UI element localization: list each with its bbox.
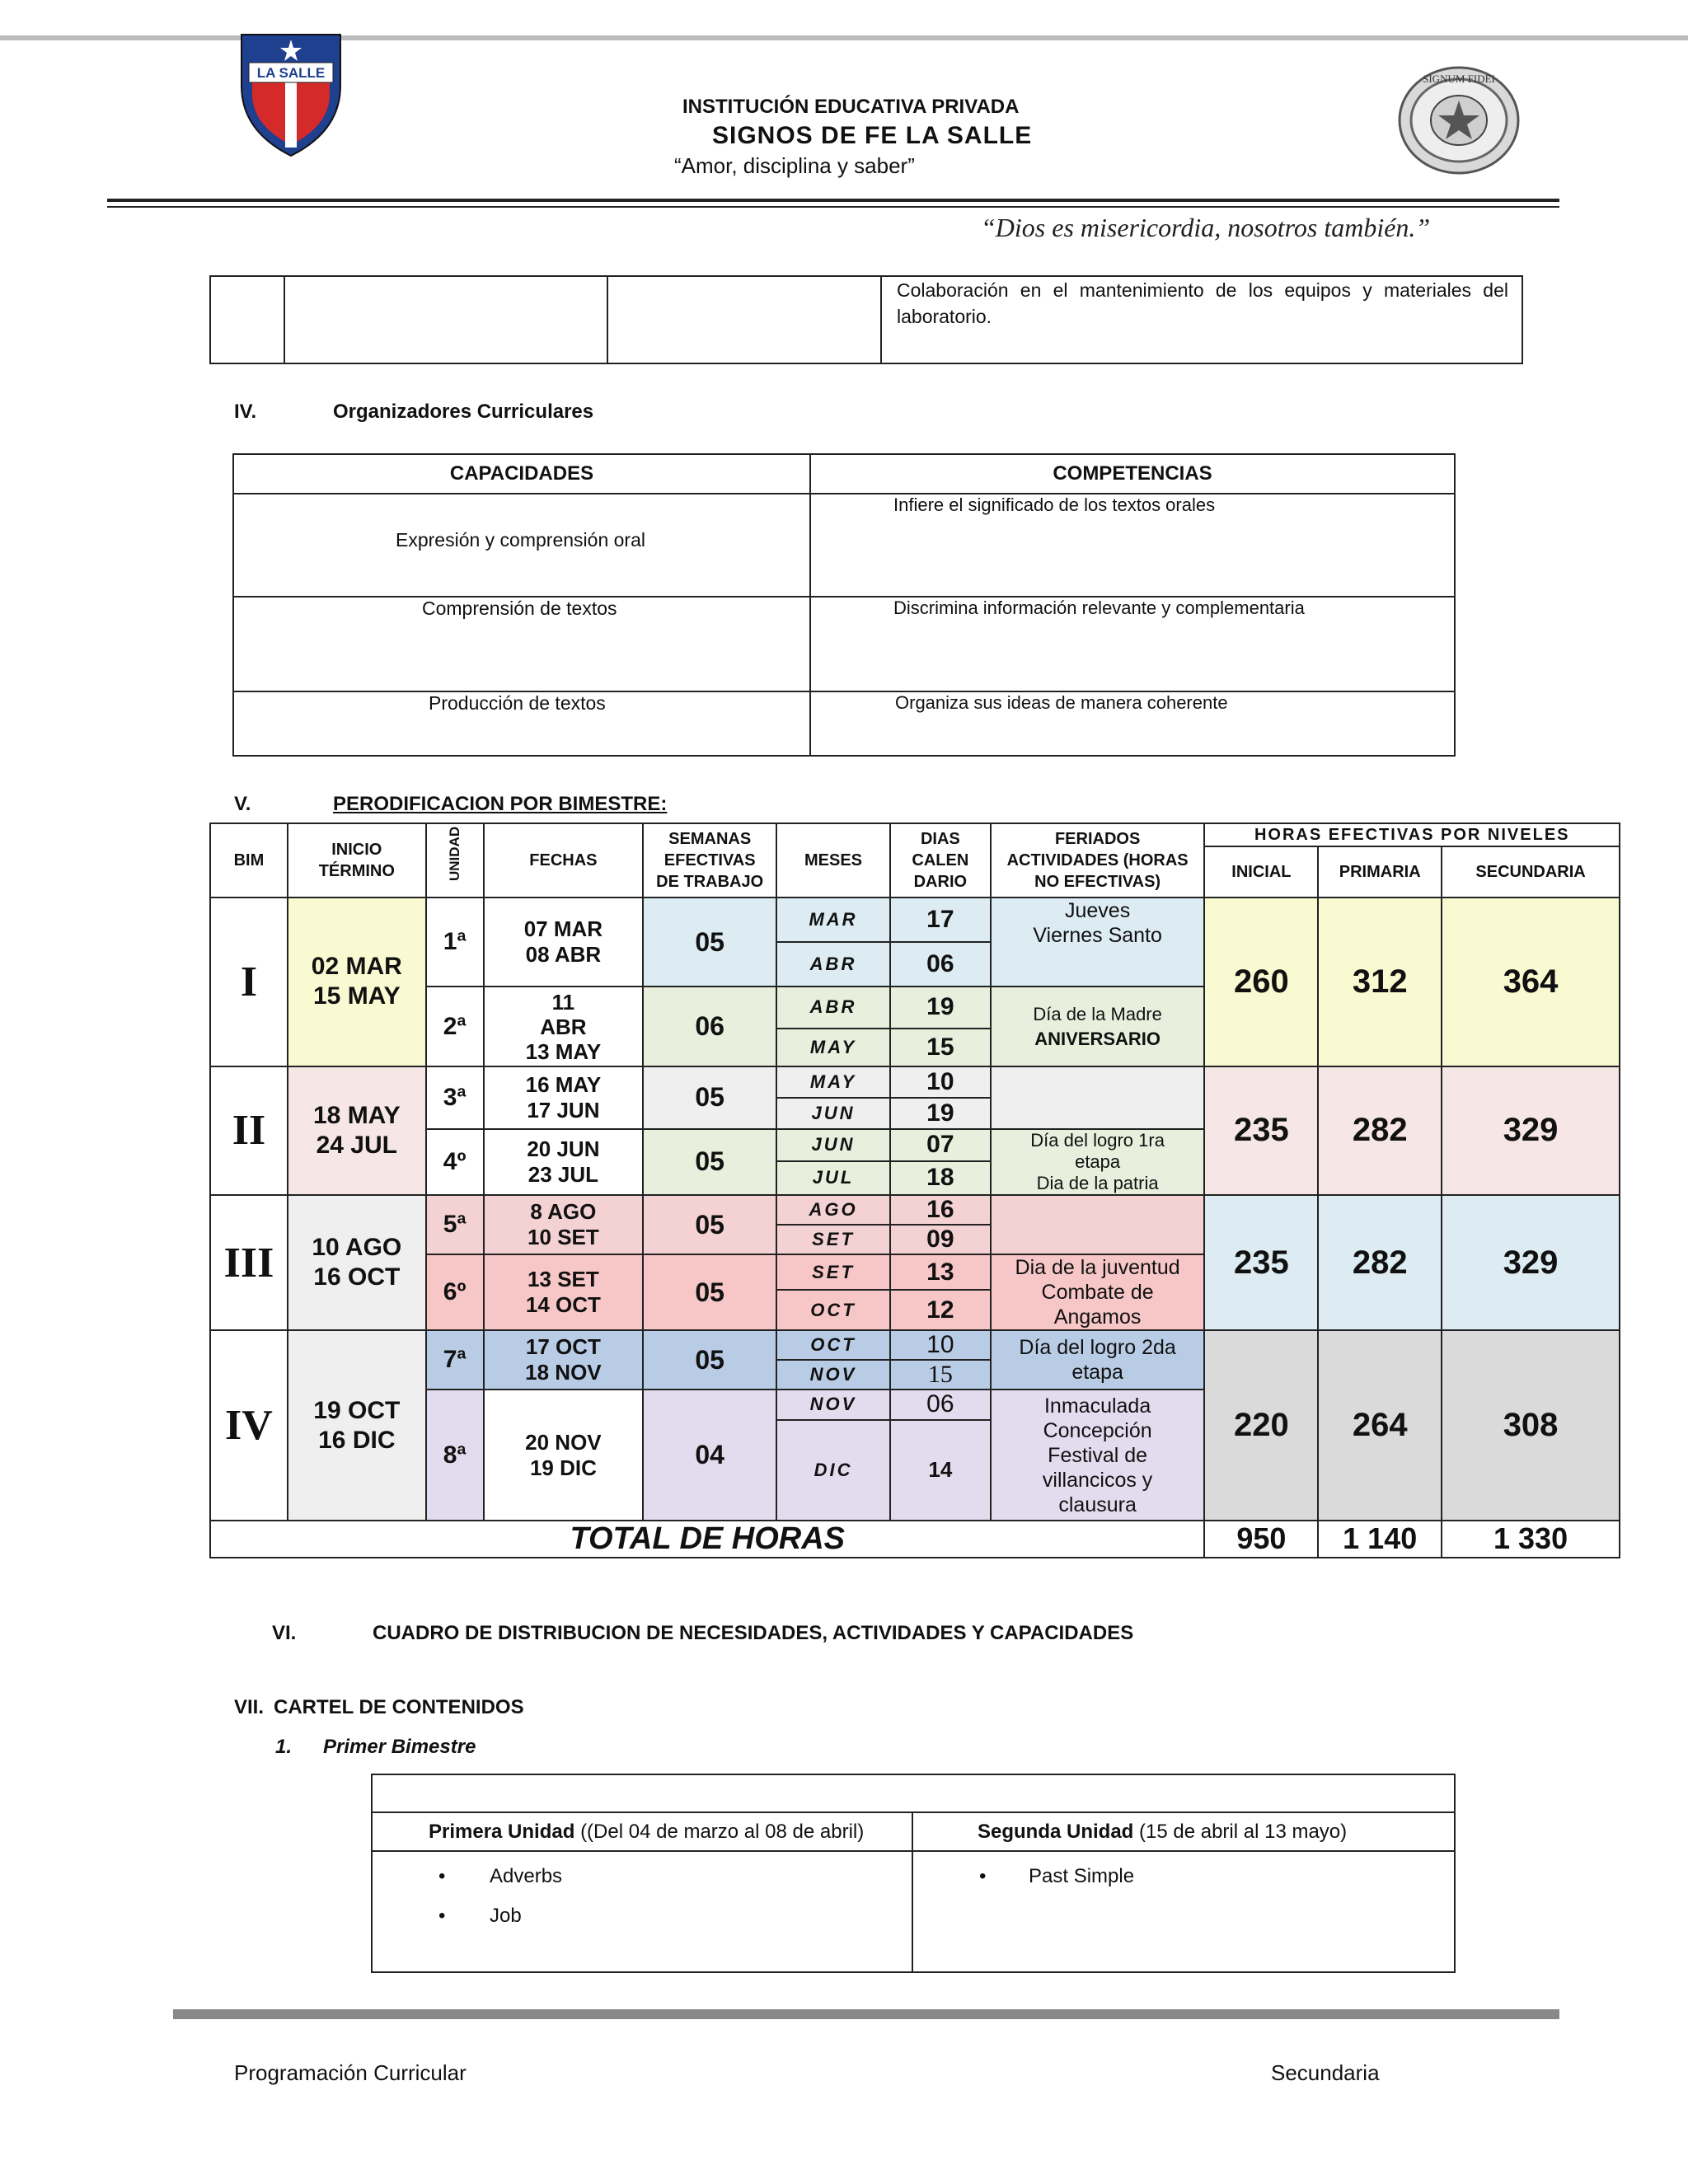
unidad-end: 17 JUN: [527, 1097, 600, 1122]
empty-cell: [284, 276, 607, 363]
unidad-end: 10 SET: [528, 1225, 599, 1249]
col-dias-label-1: DIAS: [920, 830, 960, 849]
unit1-dates: ((Del 04 de marzo al 08 de abril): [580, 1820, 865, 1843]
feriado-text: Día de la Madre: [1033, 1003, 1162, 1024]
dias-cell: 19: [890, 1098, 991, 1129]
mes-cell: SET: [776, 1225, 890, 1254]
subsection-title: Primer Bimestre: [323, 1736, 476, 1758]
dias-cell: 19: [890, 987, 991, 1028]
competencia-text: Organiza sus ideas de manera coherente: [895, 691, 1228, 713]
col-semanas-label-3: DE TRABAJO: [656, 873, 764, 892]
col-semanas: [643, 823, 776, 898]
footer-right: Secundaria: [1271, 2060, 1380, 2085]
semanas-value: 05: [643, 1195, 776, 1254]
semanas-value: 05: [643, 1066, 776, 1129]
dias-cell: 18: [890, 1161, 991, 1195]
mes-cell: JUN: [776, 1129, 890, 1161]
header-rule-thick: [107, 199, 1559, 202]
capacidad-cell: [233, 691, 810, 756]
unidad-end: 18 NOV: [525, 1360, 602, 1385]
unidad-start: 07 MAR: [523, 916, 603, 942]
horas-inicial: 235: [1204, 1195, 1318, 1330]
mes-cell: MAY: [776, 1029, 890, 1066]
capacidad-cell: [233, 597, 810, 691]
unidad-number: 4º: [426, 1129, 484, 1195]
col-feriados-label-3: NO EFECTIVAS): [1034, 873, 1161, 892]
competencia-text: Discrimina información relevante y complementaria: [893, 597, 1305, 618]
section-v-title: PERODIFICACION POR BIMESTRE:: [333, 793, 668, 815]
capacidad-cell: [233, 494, 810, 597]
capacidad-text: Producción de textos: [429, 691, 606, 714]
section-iv-number: IV.: [234, 401, 257, 423]
feriado-text: Día del logro 2da: [1019, 1336, 1176, 1360]
unidad-dates: [484, 1195, 644, 1254]
capacidad-text: Comprensión de textos: [422, 597, 617, 619]
dias-cell: 06: [890, 1390, 991, 1419]
semanas-value: 06: [643, 987, 776, 1066]
horas-inicial: 220: [1204, 1330, 1318, 1521]
school-name: SIGNOS DE FE LA SALLE: [712, 122, 1033, 149]
unidad-dates: [484, 987, 644, 1066]
semanas-value: 05: [643, 1330, 776, 1390]
unidad-start: 20 JUN: [527, 1136, 600, 1161]
dias-cell: 06: [890, 942, 991, 987]
col-unidad-label: UNIDAD: [446, 826, 462, 882]
horas-secundaria: 329: [1442, 1195, 1620, 1330]
horas-primaria: 312: [1318, 898, 1442, 1066]
total-secundaria: 1 330: [1442, 1521, 1620, 1558]
content-poster-table: [371, 1774, 1456, 1973]
feriado-text: villancicos y: [1042, 1468, 1153, 1492]
mes-cell: NOV: [776, 1390, 890, 1419]
dias-cell: 13: [890, 1254, 991, 1290]
mes-cell: SET: [776, 1254, 890, 1290]
unidad-start: 16 MAY: [525, 1071, 602, 1097]
unidad-end: 08 ABR: [525, 942, 602, 968]
competencia-cell: [810, 691, 1455, 756]
unidad-number: 5ª: [426, 1195, 484, 1254]
content-item-text: Past Simple: [1029, 1864, 1135, 1887]
horas-secundaria: 308: [1442, 1330, 1620, 1521]
lab-collaboration-text: Colaboración en el mantenimiento de los equipos y materiales del laboratorio.: [897, 279, 1508, 327]
total-primaria: 1 140: [1318, 1521, 1442, 1558]
unidad-end: 19 DIC: [529, 1455, 597, 1480]
unidad-number: 3ª: [426, 1066, 484, 1129]
empty-header-row: [372, 1774, 1455, 1812]
content-item: • Adverbs: [438, 1864, 563, 1887]
seal-lettering: SIGNUM FIDEI: [1423, 73, 1495, 85]
empty-cell: [210, 276, 284, 363]
col-secundaria: SECUNDARIA: [1442, 846, 1620, 898]
competencia-text: Infiere el significado de los textos orales: [893, 494, 1216, 516]
col-unidad: [426, 823, 484, 898]
feriados-cell: [991, 1254, 1205, 1330]
dias-cell: 07: [890, 1129, 991, 1161]
unidad-end: 14 OCT: [525, 1292, 601, 1318]
bimestre-start: 19 OCT: [313, 1396, 401, 1424]
col-dias-label-3: DARIO: [913, 873, 968, 892]
dias-cell: 16: [890, 1195, 991, 1225]
col-feriados: [991, 823, 1205, 898]
bimestre-dates: [288, 1330, 426, 1521]
col-feriados-label-1: FERIADOS: [1054, 830, 1141, 849]
feriado-text: Viernes Santo: [1033, 924, 1162, 948]
dias-cell: 12: [890, 1290, 991, 1330]
bimestre-start: 02 MAR: [311, 953, 402, 981]
content-item-text: Job: [490, 1904, 522, 1927]
unit1-header: [372, 1812, 912, 1850]
school-motto: “Amor, disciplina y saber”: [674, 153, 915, 178]
section-vi-number: VI.: [272, 1622, 297, 1644]
mes-cell: MAY: [776, 1066, 890, 1098]
feriados-cell-empty: [991, 1066, 1205, 1129]
unidad-dates: [484, 1066, 644, 1129]
content-item: • Job: [438, 1904, 522, 1927]
feriado-text: Combate de: [1041, 1281, 1154, 1305]
section-v-number: V.: [234, 793, 251, 815]
institution-type: INSTITUCIÓN EDUCATIVA PRIVADA: [682, 96, 1020, 118]
bimestre-end: 16 OCT: [313, 1263, 401, 1291]
mes-cell: JUN: [776, 1098, 890, 1129]
col-inicio-termino: [288, 823, 426, 898]
mes-cell: JUL: [776, 1161, 890, 1195]
header-competencias: COMPETENCIAS: [810, 454, 1455, 494]
total-inicial: 950: [1204, 1521, 1318, 1558]
section-vii-title: CARTEL DE CONTENIDOS: [274, 1696, 524, 1718]
dias-cell: 10: [890, 1066, 991, 1098]
bimestre-start: 10 AGO: [312, 1234, 402, 1262]
unidad-number: 7ª: [426, 1330, 484, 1390]
unidad-dates: [484, 1254, 644, 1330]
col-feriados-label-2: ACTIVIDADES (HORAS: [1006, 851, 1189, 870]
bimestre-number: IV: [210, 1330, 288, 1521]
semanas-value: 05: [643, 898, 776, 987]
unit1-contents: [372, 1851, 912, 1972]
mes-cell: AGO: [776, 1195, 890, 1225]
unidad-end: 23 JUL: [528, 1161, 599, 1187]
competencia-cell: [810, 597, 1455, 691]
bimestre-start: 18 MAY: [312, 1101, 401, 1129]
bimestre-number: II: [210, 1066, 288, 1195]
feriado-text: clausura: [1058, 1493, 1137, 1516]
empty-cell: [607, 276, 881, 363]
header-capacidades: CAPACIDADES: [233, 454, 810, 494]
horas-primaria: 282: [1318, 1066, 1442, 1195]
horas-inicial: 235: [1204, 1066, 1318, 1195]
unit2-contents: [912, 1851, 1455, 1972]
col-semanas-label-2: EFECTIVAS: [663, 851, 756, 870]
dias-cell: 10: [890, 1330, 991, 1360]
feriado-text: Angamos: [1053, 1305, 1142, 1329]
mes-cell: NOV: [776, 1360, 890, 1390]
feriados-cell-empty: [991, 1195, 1205, 1254]
horas-secundaria: 329: [1442, 1066, 1620, 1195]
col-dias: [890, 823, 991, 898]
unidad-end: 13 MAY: [525, 1038, 602, 1064]
curricular-organizers-table: [232, 453, 1456, 757]
col-fechas: FECHAS: [484, 823, 644, 898]
feriados-cell: [991, 898, 1205, 987]
section-vi-title: CUADRO DE DISTRIBUCION DE NECESIDADES, ACTIVIDADES Y CAPACIDADES: [373, 1622, 1134, 1644]
feriado-text: Concepción: [1043, 1418, 1152, 1442]
feriado-text: Dia de la juventud: [1015, 1256, 1180, 1280]
unidad-start-month: ABR: [540, 1014, 587, 1039]
dias-cell: 14: [890, 1420, 991, 1521]
capacidad-text: Expresión y comprensión oral: [396, 529, 645, 551]
footer-left: Programación Curricular: [234, 2060, 467, 2085]
subsection-number: 1.: [275, 1736, 293, 1758]
signum-fidei-seal: [1396, 64, 1522, 176]
feriado-text: ANIVERSARIO: [1034, 1028, 1161, 1049]
bimestre-number: I: [210, 898, 288, 1066]
semanas-value: 05: [643, 1254, 776, 1330]
col-semanas-label-1: SEMANAS: [668, 830, 752, 849]
unidad-dates: [484, 898, 644, 987]
mes-cell: OCT: [776, 1330, 890, 1360]
periodization-table: [209, 823, 1620, 1558]
la-salle-logo: [237, 28, 345, 160]
mes-cell: DIC: [776, 1420, 890, 1521]
unidad-start: 8 AGO: [530, 1199, 597, 1224]
feriado-text: Dia de la patria: [1036, 1172, 1159, 1193]
unit2-header: [912, 1812, 1455, 1850]
feriado-text: Jueves: [1065, 899, 1131, 923]
mes-cell: MAR: [776, 898, 890, 942]
section-vii-number: VII.: [234, 1696, 265, 1718]
horas-primaria: 282: [1318, 1195, 1442, 1330]
col-dias-label-2: CALEN: [912, 851, 969, 870]
footer-bar: [173, 2009, 1559, 2019]
header-rule-thin: [107, 206, 1559, 208]
total-label: TOTAL DE HORAS: [210, 1521, 1204, 1558]
horas-secundaria: 364: [1442, 898, 1620, 1066]
dias-cell: 17: [890, 898, 991, 942]
unidad-dates: [484, 1129, 644, 1195]
feriados-cell: [991, 987, 1205, 1066]
bimestre-number: III: [210, 1195, 288, 1330]
col-horas-efectivas: HORAS EFECTIVAS POR NIVELES: [1204, 823, 1620, 846]
unidad-start: 13 SET: [528, 1267, 599, 1292]
dias-cell: 15: [890, 1029, 991, 1066]
unidad-start: 20 NOV: [525, 1429, 602, 1455]
col-bim: BIM: [210, 823, 288, 898]
unidad-number: 8ª: [426, 1390, 484, 1520]
unidad-number: 1ª: [426, 898, 484, 987]
feriado-text: Inmaculada: [1043, 1394, 1151, 1418]
feriado-text: etapa: [1075, 1151, 1121, 1172]
feriados-cell: [991, 1390, 1205, 1520]
col-inicio-label: INICIO: [331, 841, 382, 860]
col-inicial: INICIAL: [1204, 846, 1318, 898]
bimestre-dates: [288, 1066, 426, 1195]
unit2-dates: (15 de abril al 13 mayo): [1139, 1820, 1348, 1843]
bimestre-end: 24 JUL: [316, 1131, 397, 1159]
bimestre-dates: [288, 1195, 426, 1330]
bimestre-dates: [288, 898, 426, 1066]
content-item-text: Adverbs: [490, 1864, 563, 1887]
feriado-text: etapa: [1071, 1361, 1123, 1385]
bimestre-end: 16 DIC: [318, 1426, 396, 1454]
unidad-number: 6º: [426, 1254, 484, 1330]
col-primaria: PRIMARIA: [1318, 846, 1442, 898]
unidad-start: 17 OCT: [525, 1334, 601, 1360]
feriado-text: Festival de: [1048, 1443, 1148, 1467]
unit1-label: Primera Unidad: [429, 1820, 575, 1843]
continuation-table: [209, 275, 1523, 364]
logo-lettering: LA SALLE: [256, 65, 326, 81]
competencia-cell: [810, 494, 1455, 597]
col-termino-label: TÉRMINO: [318, 862, 395, 881]
col-meses: MESES: [776, 823, 890, 898]
feriados-cell: [991, 1330, 1205, 1390]
section-iv-title: Organizadores Curriculares: [333, 401, 594, 423]
semanas-value: 05: [643, 1129, 776, 1195]
feriados-cell: [991, 1129, 1205, 1195]
bimestre-end: 15 MAY: [312, 982, 401, 1010]
dias-cell: 09: [890, 1225, 991, 1254]
mes-cell: OCT: [776, 1290, 890, 1330]
feriado-text: Día del logro 1ra: [1030, 1129, 1165, 1151]
horas-primaria: 264: [1318, 1330, 1442, 1521]
horas-inicial: 260: [1204, 898, 1318, 1066]
dias-cell: 15: [890, 1360, 991, 1390]
unidad-start: 11: [551, 989, 575, 1015]
lab-collaboration-cell: [881, 276, 1522, 363]
content-item: • Past Simple: [979, 1864, 1135, 1887]
mes-cell: ABR: [776, 942, 890, 987]
header-quote: “Dios es misericordia, nosotros también.”: [981, 213, 1431, 242]
unidad-dates: [484, 1330, 644, 1390]
unidad-number: 2ª: [426, 987, 484, 1066]
mes-cell: ABR: [776, 987, 890, 1028]
unidad-dates: [484, 1390, 644, 1520]
unit2-label: Segunda Unidad: [978, 1820, 1134, 1843]
semanas-value: 04: [643, 1390, 776, 1520]
